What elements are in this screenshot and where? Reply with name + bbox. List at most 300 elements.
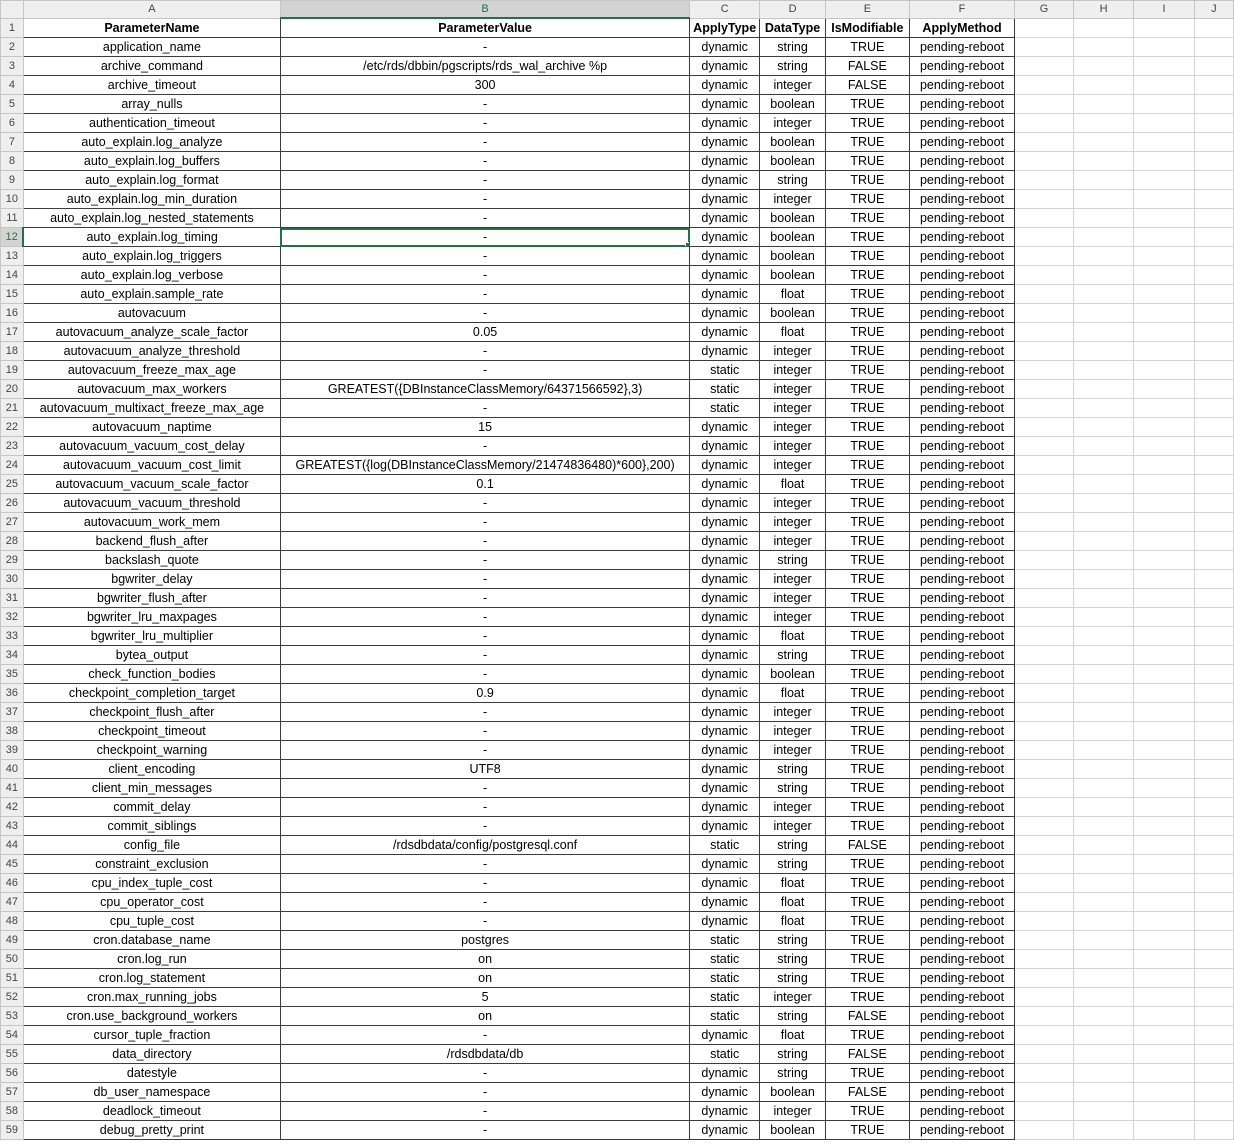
- cell[interactable]: data_directory: [23, 1045, 280, 1064]
- column-title-cell[interactable]: ParameterValue: [280, 18, 689, 38]
- cell[interactable]: string: [760, 551, 826, 570]
- column-title-cell[interactable]: ApplyType: [690, 18, 760, 38]
- empty-cell[interactable]: [1073, 950, 1134, 969]
- row-header[interactable]: 58: [1, 1102, 24, 1121]
- cell[interactable]: auto_explain.log_buffers: [23, 152, 280, 171]
- empty-cell[interactable]: [1134, 893, 1194, 912]
- cell[interactable]: dynamic: [690, 912, 760, 931]
- empty-cell[interactable]: [1073, 18, 1134, 38]
- row-header[interactable]: 17: [1, 323, 24, 342]
- empty-cell[interactable]: [1134, 456, 1194, 475]
- cell[interactable]: FALSE: [825, 57, 909, 76]
- active-cell[interactable]: -: [280, 228, 689, 247]
- cell[interactable]: dynamic: [690, 475, 760, 494]
- cell[interactable]: pending-reboot: [909, 1026, 1014, 1045]
- empty-cell[interactable]: [1134, 418, 1194, 437]
- row-header[interactable]: 24: [1, 456, 24, 475]
- empty-cell[interactable]: [1134, 399, 1194, 418]
- cell[interactable]: backend_flush_after: [23, 532, 280, 551]
- cell[interactable]: -: [280, 893, 689, 912]
- empty-cell[interactable]: [1134, 855, 1194, 874]
- empty-cell[interactable]: [1015, 912, 1074, 931]
- empty-cell[interactable]: [1073, 380, 1134, 399]
- row-header[interactable]: 47: [1, 893, 24, 912]
- row-header[interactable]: 11: [1, 209, 24, 228]
- column-header-d[interactable]: D: [760, 1, 826, 19]
- empty-cell[interactable]: [1194, 114, 1233, 133]
- cell[interactable]: -: [280, 247, 689, 266]
- cell[interactable]: TRUE: [825, 285, 909, 304]
- cell[interactable]: archive_timeout: [23, 76, 280, 95]
- cell[interactable]: integer: [760, 190, 826, 209]
- empty-cell[interactable]: [1194, 285, 1233, 304]
- cell[interactable]: pending-reboot: [909, 570, 1014, 589]
- empty-cell[interactable]: [1134, 741, 1194, 760]
- cell[interactable]: float: [760, 627, 826, 646]
- empty-cell[interactable]: [1134, 247, 1194, 266]
- cell[interactable]: client_min_messages: [23, 779, 280, 798]
- empty-cell[interactable]: [1073, 969, 1134, 988]
- empty-cell[interactable]: [1194, 1064, 1233, 1083]
- row-header[interactable]: 22: [1, 418, 24, 437]
- cell[interactable]: static: [690, 361, 760, 380]
- empty-cell[interactable]: [1134, 380, 1194, 399]
- cell[interactable]: integer: [760, 817, 826, 836]
- empty-cell[interactable]: [1073, 874, 1134, 893]
- empty-cell[interactable]: [1194, 1026, 1233, 1045]
- cell[interactable]: -: [280, 703, 689, 722]
- row-header[interactable]: 33: [1, 627, 24, 646]
- cell[interactable]: application_name: [23, 38, 280, 57]
- cell[interactable]: dynamic: [690, 760, 760, 779]
- cell[interactable]: checkpoint_warning: [23, 741, 280, 760]
- cell[interactable]: integer: [760, 532, 826, 551]
- empty-cell[interactable]: [1073, 437, 1134, 456]
- cell[interactable]: datestyle: [23, 1064, 280, 1083]
- cell[interactable]: boolean: [760, 1121, 826, 1140]
- row-header[interactable]: 39: [1, 741, 24, 760]
- empty-cell[interactable]: [1194, 190, 1233, 209]
- row-header[interactable]: 5: [1, 95, 24, 114]
- cell[interactable]: pending-reboot: [909, 133, 1014, 152]
- empty-cell[interactable]: [1073, 1007, 1134, 1026]
- cell[interactable]: TRUE: [825, 361, 909, 380]
- empty-cell[interactable]: [1073, 1045, 1134, 1064]
- cell[interactable]: auto_explain.log_triggers: [23, 247, 280, 266]
- cell[interactable]: pending-reboot: [909, 323, 1014, 342]
- cell[interactable]: boolean: [760, 209, 826, 228]
- empty-cell[interactable]: [1194, 969, 1233, 988]
- empty-cell[interactable]: [1134, 988, 1194, 1007]
- cell[interactable]: TRUE: [825, 969, 909, 988]
- cell[interactable]: -: [280, 513, 689, 532]
- cell[interactable]: pending-reboot: [909, 380, 1014, 399]
- cell[interactable]: autovacuum_analyze_threshold: [23, 342, 280, 361]
- empty-cell[interactable]: [1194, 836, 1233, 855]
- cell[interactable]: pending-reboot: [909, 893, 1014, 912]
- cell[interactable]: integer: [760, 456, 826, 475]
- empty-cell[interactable]: [1015, 171, 1074, 190]
- cell[interactable]: checkpoint_timeout: [23, 722, 280, 741]
- cell[interactable]: -: [280, 741, 689, 760]
- cell[interactable]: autovacuum_vacuum_cost_delay: [23, 437, 280, 456]
- row-header[interactable]: 45: [1, 855, 24, 874]
- cell[interactable]: commit_siblings: [23, 817, 280, 836]
- empty-cell[interactable]: [1015, 76, 1074, 95]
- empty-cell[interactable]: [1134, 532, 1194, 551]
- empty-cell[interactable]: [1194, 950, 1233, 969]
- cell[interactable]: -: [280, 1102, 689, 1121]
- empty-cell[interactable]: [1073, 760, 1134, 779]
- cell[interactable]: -: [280, 627, 689, 646]
- row-header[interactable]: 38: [1, 722, 24, 741]
- cell[interactable]: TRUE: [825, 152, 909, 171]
- cell[interactable]: autovacuum_vacuum_threshold: [23, 494, 280, 513]
- cell[interactable]: dynamic: [690, 551, 760, 570]
- empty-cell[interactable]: [1015, 589, 1074, 608]
- cell[interactable]: TRUE: [825, 741, 909, 760]
- empty-cell[interactable]: [1073, 1064, 1134, 1083]
- row-header[interactable]: 49: [1, 931, 24, 950]
- empty-cell[interactable]: [1194, 665, 1233, 684]
- cell[interactable]: string: [760, 950, 826, 969]
- cell[interactable]: TRUE: [825, 589, 909, 608]
- empty-cell[interactable]: [1015, 551, 1074, 570]
- cell[interactable]: client_encoding: [23, 760, 280, 779]
- cell[interactable]: string: [760, 836, 826, 855]
- cell[interactable]: TRUE: [825, 532, 909, 551]
- empty-cell[interactable]: [1194, 931, 1233, 950]
- cell[interactable]: 0.1: [280, 475, 689, 494]
- row-header[interactable]: 4: [1, 76, 24, 95]
- cell[interactable]: pending-reboot: [909, 57, 1014, 76]
- cell[interactable]: dynamic: [690, 589, 760, 608]
- cell[interactable]: dynamic: [690, 95, 760, 114]
- cell[interactable]: string: [760, 779, 826, 798]
- cell[interactable]: TRUE: [825, 1064, 909, 1083]
- cell[interactable]: dynamic: [690, 855, 760, 874]
- empty-cell[interactable]: [1015, 817, 1074, 836]
- empty-cell[interactable]: [1194, 608, 1233, 627]
- cell[interactable]: dynamic: [690, 456, 760, 475]
- cell[interactable]: autovacuum_vacuum_cost_limit: [23, 456, 280, 475]
- empty-cell[interactable]: [1015, 931, 1074, 950]
- cell[interactable]: integer: [760, 494, 826, 513]
- cell[interactable]: config_file: [23, 836, 280, 855]
- empty-cell[interactable]: [1194, 798, 1233, 817]
- empty-cell[interactable]: [1015, 418, 1074, 437]
- cell[interactable]: deadlock_timeout: [23, 1102, 280, 1121]
- cell[interactable]: string: [760, 1007, 826, 1026]
- empty-cell[interactable]: [1073, 418, 1134, 437]
- empty-cell[interactable]: [1134, 1007, 1194, 1026]
- cell[interactable]: TRUE: [825, 779, 909, 798]
- cell[interactable]: auto_explain.log_timing: [23, 228, 280, 247]
- cell[interactable]: pending-reboot: [909, 171, 1014, 190]
- empty-cell[interactable]: [1134, 513, 1194, 532]
- cell[interactable]: pending-reboot: [909, 950, 1014, 969]
- cell[interactable]: -: [280, 779, 689, 798]
- cell[interactable]: pending-reboot: [909, 494, 1014, 513]
- empty-cell[interactable]: [1015, 1121, 1074, 1140]
- cell[interactable]: dynamic: [690, 57, 760, 76]
- cell[interactable]: -: [280, 608, 689, 627]
- cell[interactable]: integer: [760, 361, 826, 380]
- row-header[interactable]: 40: [1, 760, 24, 779]
- empty-cell[interactable]: [1194, 133, 1233, 152]
- empty-cell[interactable]: [1073, 342, 1134, 361]
- cell[interactable]: TRUE: [825, 114, 909, 133]
- cell[interactable]: TRUE: [825, 38, 909, 57]
- row-header[interactable]: 37: [1, 703, 24, 722]
- empty-cell[interactable]: [1194, 551, 1233, 570]
- cell[interactable]: dynamic: [690, 1102, 760, 1121]
- empty-cell[interactable]: [1073, 57, 1134, 76]
- empty-cell[interactable]: [1194, 171, 1233, 190]
- cell[interactable]: pending-reboot: [909, 760, 1014, 779]
- empty-cell[interactable]: [1134, 475, 1194, 494]
- cell[interactable]: dynamic: [690, 722, 760, 741]
- cell[interactable]: boolean: [760, 133, 826, 152]
- cell[interactable]: float: [760, 475, 826, 494]
- empty-cell[interactable]: [1073, 665, 1134, 684]
- empty-cell[interactable]: [1015, 988, 1074, 1007]
- cell[interactable]: static: [690, 399, 760, 418]
- cell[interactable]: cursor_tuple_fraction: [23, 1026, 280, 1045]
- empty-cell[interactable]: [1015, 18, 1074, 38]
- empty-cell[interactable]: [1015, 95, 1074, 114]
- cell[interactable]: dynamic: [690, 133, 760, 152]
- cell[interactable]: dynamic: [690, 152, 760, 171]
- cell[interactable]: pending-reboot: [909, 475, 1014, 494]
- row-header[interactable]: 8: [1, 152, 24, 171]
- cell[interactable]: TRUE: [825, 1102, 909, 1121]
- cell[interactable]: on: [280, 1007, 689, 1026]
- empty-cell[interactable]: [1015, 779, 1074, 798]
- empty-cell[interactable]: [1073, 95, 1134, 114]
- row-header[interactable]: 16: [1, 304, 24, 323]
- cell[interactable]: -: [280, 95, 689, 114]
- cell[interactable]: float: [760, 684, 826, 703]
- cell[interactable]: auto_explain.log_format: [23, 171, 280, 190]
- cell[interactable]: dynamic: [690, 1026, 760, 1045]
- row-header[interactable]: 1: [1, 18, 24, 38]
- empty-cell[interactable]: [1073, 893, 1134, 912]
- cell[interactable]: -: [280, 209, 689, 228]
- cell[interactable]: -: [280, 437, 689, 456]
- cell[interactable]: static: [690, 836, 760, 855]
- cell[interactable]: boolean: [760, 152, 826, 171]
- cell[interactable]: pending-reboot: [909, 76, 1014, 95]
- cell[interactable]: TRUE: [825, 228, 909, 247]
- cell[interactable]: pending-reboot: [909, 266, 1014, 285]
- cell[interactable]: dynamic: [690, 798, 760, 817]
- empty-cell[interactable]: [1134, 570, 1194, 589]
- cell[interactable]: TRUE: [825, 323, 909, 342]
- empty-cell[interactable]: [1015, 380, 1074, 399]
- empty-cell[interactable]: [1073, 1083, 1134, 1102]
- cell[interactable]: static: [690, 988, 760, 1007]
- cell[interactable]: dynamic: [690, 874, 760, 893]
- row-header[interactable]: 56: [1, 1064, 24, 1083]
- empty-cell[interactable]: [1015, 1083, 1074, 1102]
- cell[interactable]: integer: [760, 513, 826, 532]
- cell[interactable]: dynamic: [690, 304, 760, 323]
- empty-cell[interactable]: [1015, 627, 1074, 646]
- cell[interactable]: backslash_quote: [23, 551, 280, 570]
- cell[interactable]: pending-reboot: [909, 627, 1014, 646]
- cell[interactable]: TRUE: [825, 646, 909, 665]
- cell[interactable]: dynamic: [690, 342, 760, 361]
- row-header[interactable]: 2: [1, 38, 24, 57]
- cell[interactable]: TRUE: [825, 627, 909, 646]
- empty-cell[interactable]: [1015, 152, 1074, 171]
- empty-cell[interactable]: [1015, 57, 1074, 76]
- empty-cell[interactable]: [1015, 684, 1074, 703]
- cell[interactable]: autovacuum_analyze_scale_factor: [23, 323, 280, 342]
- row-header[interactable]: 21: [1, 399, 24, 418]
- cell[interactable]: FALSE: [825, 1083, 909, 1102]
- cell[interactable]: TRUE: [825, 912, 909, 931]
- empty-cell[interactable]: [1134, 323, 1194, 342]
- row-header[interactable]: 10: [1, 190, 24, 209]
- cell[interactable]: /etc/rds/dbbin/pgscripts/rds_wal_archive %p: [280, 57, 689, 76]
- cell[interactable]: TRUE: [825, 855, 909, 874]
- cell[interactable]: dynamic: [690, 646, 760, 665]
- cell[interactable]: -: [280, 171, 689, 190]
- empty-cell[interactable]: [1194, 152, 1233, 171]
- empty-cell[interactable]: [1134, 551, 1194, 570]
- empty-cell[interactable]: [1015, 437, 1074, 456]
- empty-cell[interactable]: [1015, 1007, 1074, 1026]
- empty-cell[interactable]: [1073, 133, 1134, 152]
- empty-cell[interactable]: [1194, 874, 1233, 893]
- cell[interactable]: autovacuum_max_workers: [23, 380, 280, 399]
- cell[interactable]: static: [690, 380, 760, 399]
- cell[interactable]: string: [760, 171, 826, 190]
- cell[interactable]: -: [280, 817, 689, 836]
- cell[interactable]: pending-reboot: [909, 969, 1014, 988]
- cell[interactable]: pending-reboot: [909, 646, 1014, 665]
- cell[interactable]: string: [760, 646, 826, 665]
- cell[interactable]: integer: [760, 570, 826, 589]
- empty-cell[interactable]: [1015, 741, 1074, 760]
- cell[interactable]: array_nulls: [23, 95, 280, 114]
- row-header[interactable]: 29: [1, 551, 24, 570]
- cell[interactable]: pending-reboot: [909, 513, 1014, 532]
- cell[interactable]: autovacuum: [23, 304, 280, 323]
- cell[interactable]: dynamic: [690, 266, 760, 285]
- cell[interactable]: integer: [760, 589, 826, 608]
- cell[interactable]: TRUE: [825, 456, 909, 475]
- cell[interactable]: float: [760, 285, 826, 304]
- empty-cell[interactable]: [1015, 38, 1074, 57]
- cell[interactable]: bgwriter_flush_after: [23, 589, 280, 608]
- cell[interactable]: TRUE: [825, 342, 909, 361]
- empty-cell[interactable]: [1015, 399, 1074, 418]
- row-header[interactable]: 14: [1, 266, 24, 285]
- cell[interactable]: TRUE: [825, 570, 909, 589]
- cell[interactable]: autovacuum_work_mem: [23, 513, 280, 532]
- empty-cell[interactable]: [1194, 247, 1233, 266]
- cell[interactable]: -: [280, 114, 689, 133]
- empty-cell[interactable]: [1015, 494, 1074, 513]
- cell[interactable]: auto_explain.log_min_duration: [23, 190, 280, 209]
- empty-cell[interactable]: [1134, 931, 1194, 950]
- cell[interactable]: FALSE: [825, 1045, 909, 1064]
- empty-cell[interactable]: [1194, 1045, 1233, 1064]
- empty-cell[interactable]: [1073, 703, 1134, 722]
- empty-cell[interactable]: [1194, 722, 1233, 741]
- cell[interactable]: -: [280, 722, 689, 741]
- empty-cell[interactable]: [1015, 950, 1074, 969]
- empty-cell[interactable]: [1134, 722, 1194, 741]
- cell[interactable]: string: [760, 57, 826, 76]
- cell[interactable]: -: [280, 532, 689, 551]
- empty-cell[interactable]: [1134, 361, 1194, 380]
- cell[interactable]: dynamic: [690, 76, 760, 95]
- cell[interactable]: -: [280, 266, 689, 285]
- cell[interactable]: constraint_exclusion: [23, 855, 280, 874]
- empty-cell[interactable]: [1134, 646, 1194, 665]
- cell[interactable]: TRUE: [825, 475, 909, 494]
- select-all-corner[interactable]: [1, 1, 24, 19]
- cell[interactable]: pending-reboot: [909, 1064, 1014, 1083]
- empty-cell[interactable]: [1015, 114, 1074, 133]
- cell[interactable]: -: [280, 570, 689, 589]
- cell[interactable]: 15: [280, 418, 689, 437]
- column-header-j[interactable]: J: [1194, 1, 1233, 19]
- cell[interactable]: TRUE: [825, 95, 909, 114]
- empty-cell[interactable]: [1073, 627, 1134, 646]
- cell[interactable]: boolean: [760, 228, 826, 247]
- empty-cell[interactable]: [1134, 494, 1194, 513]
- empty-cell[interactable]: [1073, 285, 1134, 304]
- cell[interactable]: pending-reboot: [909, 988, 1014, 1007]
- empty-cell[interactable]: [1134, 684, 1194, 703]
- cell[interactable]: authentication_timeout: [23, 114, 280, 133]
- cell[interactable]: GREATEST({log(DBInstanceClassMemory/21474836480)*600},200): [280, 456, 689, 475]
- cell[interactable]: integer: [760, 608, 826, 627]
- cell[interactable]: -: [280, 589, 689, 608]
- cell[interactable]: -: [280, 304, 689, 323]
- empty-cell[interactable]: [1015, 475, 1074, 494]
- row-header[interactable]: 25: [1, 475, 24, 494]
- cell[interactable]: TRUE: [825, 931, 909, 950]
- empty-cell[interactable]: [1194, 18, 1233, 38]
- empty-cell[interactable]: [1073, 722, 1134, 741]
- cell[interactable]: pending-reboot: [909, 361, 1014, 380]
- cell[interactable]: dynamic: [690, 418, 760, 437]
- cell[interactable]: TRUE: [825, 665, 909, 684]
- row-header[interactable]: 57: [1, 1083, 24, 1102]
- empty-cell[interactable]: [1073, 855, 1134, 874]
- empty-cell[interactable]: [1194, 684, 1233, 703]
- cell[interactable]: debug_pretty_print: [23, 1121, 280, 1140]
- cell[interactable]: TRUE: [825, 684, 909, 703]
- cell[interactable]: pending-reboot: [909, 684, 1014, 703]
- cell[interactable]: float: [760, 323, 826, 342]
- cell[interactable]: db_user_namespace: [23, 1083, 280, 1102]
- cell[interactable]: auto_explain.sample_rate: [23, 285, 280, 304]
- empty-cell[interactable]: [1194, 1102, 1233, 1121]
- empty-cell[interactable]: [1015, 342, 1074, 361]
- cell[interactable]: pending-reboot: [909, 1045, 1014, 1064]
- cell[interactable]: integer: [760, 703, 826, 722]
- cell[interactable]: static: [690, 931, 760, 950]
- row-header[interactable]: 42: [1, 798, 24, 817]
- empty-cell[interactable]: [1015, 665, 1074, 684]
